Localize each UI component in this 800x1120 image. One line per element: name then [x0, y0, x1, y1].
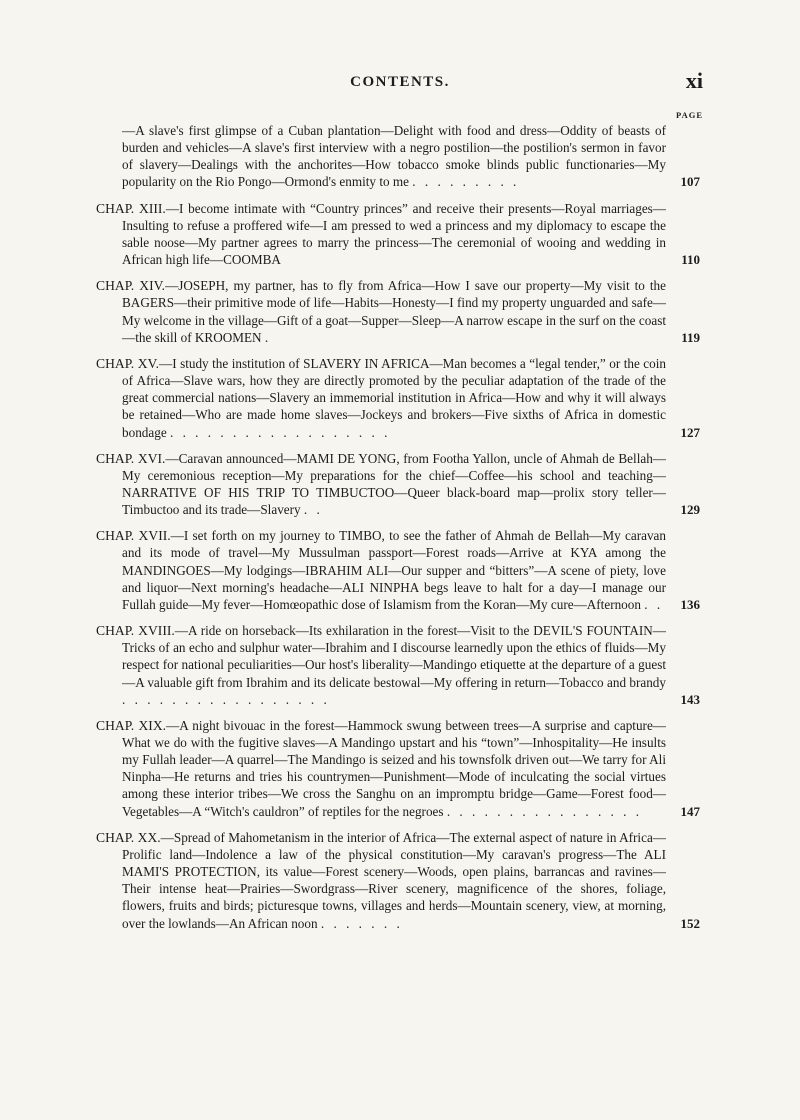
contents-list: [96, 122, 700, 941]
entry-summary: —JOSEPH, my partner, has to fly from Africa—How I save our property—My visit to the BAGERS—their primitive mode of life—Habits—Honesty—I find my property unguarded and safe—My welcome in the village—Gift of a goat—Supper—Sleep—A narrow escape in the surf on the coast—the skill of KROOMEN: [122, 278, 666, 345]
contents-entry: [96, 622, 700, 708]
entry-summary: —Caravan announced—MAMI DE YONG, from Footha Yallon, uncle of Ahmah de Bellah—My ceremonious reception—My preparations for the chief—Coffee—his school and teaching—NARRATIVE OF HIS TRIP TO TIMBUCTOO—Queer black-board map—prolix story teller—Timbuctoo and its trade—Slavery: [122, 450, 666, 518]
chapter-label: CHAP. XVII.: [96, 528, 171, 544]
entry-summary: —I set forth on my journey to TIMBO, to see the father of Ahmah de Bellah—My caravan and its mode of travel—My Mussulman passport—Forest roads—Arrive at KYA among the MANDINGOES—My lodgings—IBRAHIM ALI—Our supper and “bitters”—A scene of piety, love and liquor—Next morning's headache—ALI NINPHA begs leave to halt for a day—I manage our Fullah guide—My fever—Homœopathic dose of Islamism from the Koran—My cure—Afternoon: [122, 528, 666, 612]
contents-entry: [96, 717, 700, 820]
page-number: 107: [680, 174, 700, 190]
dot-leader: . .: [644, 596, 664, 612]
page-number: 147: [680, 803, 700, 819]
page-number: 127: [680, 424, 700, 440]
chapter-label: CHAP. XVIII.: [96, 623, 175, 639]
page-number: 152: [680, 915, 700, 931]
page-number: 143: [680, 691, 700, 707]
chapter-label: CHAP. XIV.: [96, 278, 166, 294]
entry-summary: —Spread of Mahometanism in the interior of Africa—The external aspect of nature in Africa—Prolific land—Indolence a law of the physical constitution—My caravan's progress—The ALI MAMI'S PROTECTION, its value—Forest scenery—Woods, open plains, barrancas and ravines—Their intense heat—Prairies—Swordgrass—River scenery, magnificence of the shores, foliage, flowers, fruits and birds; picturesque towns, villages and herds—Mountain scenery, view, at morning, over the lowlands—An African noon: [122, 829, 666, 931]
contents-entry: [96, 829, 700, 932]
chapter-label: CHAP. XIX.: [96, 717, 167, 733]
page-folio: xi: [685, 68, 703, 93]
chapter-label: CHAP. XIII.: [96, 200, 166, 216]
dot-leader: .: [264, 329, 272, 345]
dot-leader: . . . . . . . . . . . . . . . . . .: [169, 424, 391, 440]
contents-entry: [96, 450, 700, 519]
running-title: CONTENTS.: [350, 74, 450, 90]
chapter-label: CHAP. XV.: [96, 355, 160, 371]
page-number: 136: [680, 596, 700, 612]
page-number: 119: [681, 329, 700, 345]
dot-leader: . . . . . . . . .: [412, 174, 520, 190]
page-header: [0, 70, 800, 100]
chapter-label: CHAP. XX.: [96, 829, 161, 845]
contents-entry: [96, 122, 700, 191]
entry-summary: —A night bivouac in the forest—Hammock swung between trees—A surprise and capture—What we do with the fugitive slaves—A Mandingo upstart and his “town”—Inhospitality—He insults my Fullah leader—A quarrel—The Mandingo is seized and his townsfolk driven out—We tarry for Ali Ninpha—He returns and tries his countrymen—Punishment—Mode of inculcating the social virtues among these interior tribes—We cross the Sanghu on an impromptu bridge—Game—Forest food—Vegetables—A “Witch's cauldron” of reptiles for the negroes: [122, 717, 666, 819]
dot-leader: . . . . . . .: [320, 915, 403, 931]
entry-summary: —A slave's first glimpse of a Cuban plantation—Delight with food and dress—Oddity of beasts of burden and vehicles—A slave's first interview with a negro postilion—the postilion's sermon in favor of slavery—Dealings with the anchorites—How tobacco smoke blinds public functionaries—My popularity on the Rio Pongo—Ormond's enmity to me: [122, 123, 666, 190]
dot-leader: . .: [303, 502, 323, 518]
entry-summary: —I study the institution of SLAVERY IN AFRICA—Man becomes a “legal tender,” or the coin of Africa—Slave wars, how they are directly promoted by the peculiar adaptation of the trade of the great commercial nations—Slavery an immemorial institution in Africa—How and why it will always be retained—Who are made home slaves—Jockeys and brokers—Five sixths of Africa in domestic bondage: [122, 355, 666, 440]
chapter-label: CHAP. XVI.: [96, 450, 166, 466]
contents-entry: [96, 527, 700, 613]
page-number: 110: [681, 252, 700, 268]
entry-summary: —I become intimate with “Country princes” and receive their presents—Royal marriages—Insulting to refuse a proffered wife—I am pressed to wed a princess and my diplomacy to escape the sable noose—My partner agrees to marry the princess—The ceremonial of wooing and wedding in African high life—COOMBA: [122, 200, 666, 268]
page-column-label: PAGE: [676, 110, 703, 120]
page-number: 129: [680, 502, 700, 518]
contents-entry: [96, 277, 700, 346]
contents-entry: [96, 200, 700, 269]
entry-summary: —A ride on horseback—Its exhilaration in the forest—Visit to the DEVIL'S FOUNTAIN—Tricks of an echo and sulphur water—Ibrahim and I discourse learnedly upon the ethics of fluids—My respect for national peculiarities—Our host's liberality—Mandingo etiquette at the departure of a guest—A valuable gift from Ibrahim and its delicate bestowal—My offering in return—Tobacco and brandy: [122, 623, 666, 690]
contents-entry: [96, 355, 700, 441]
dot-leader: . . . . . . . . . . . . . . . . .: [122, 691, 330, 707]
dot-leader: . . . . . . . . . . . . . . . .: [446, 803, 643, 819]
